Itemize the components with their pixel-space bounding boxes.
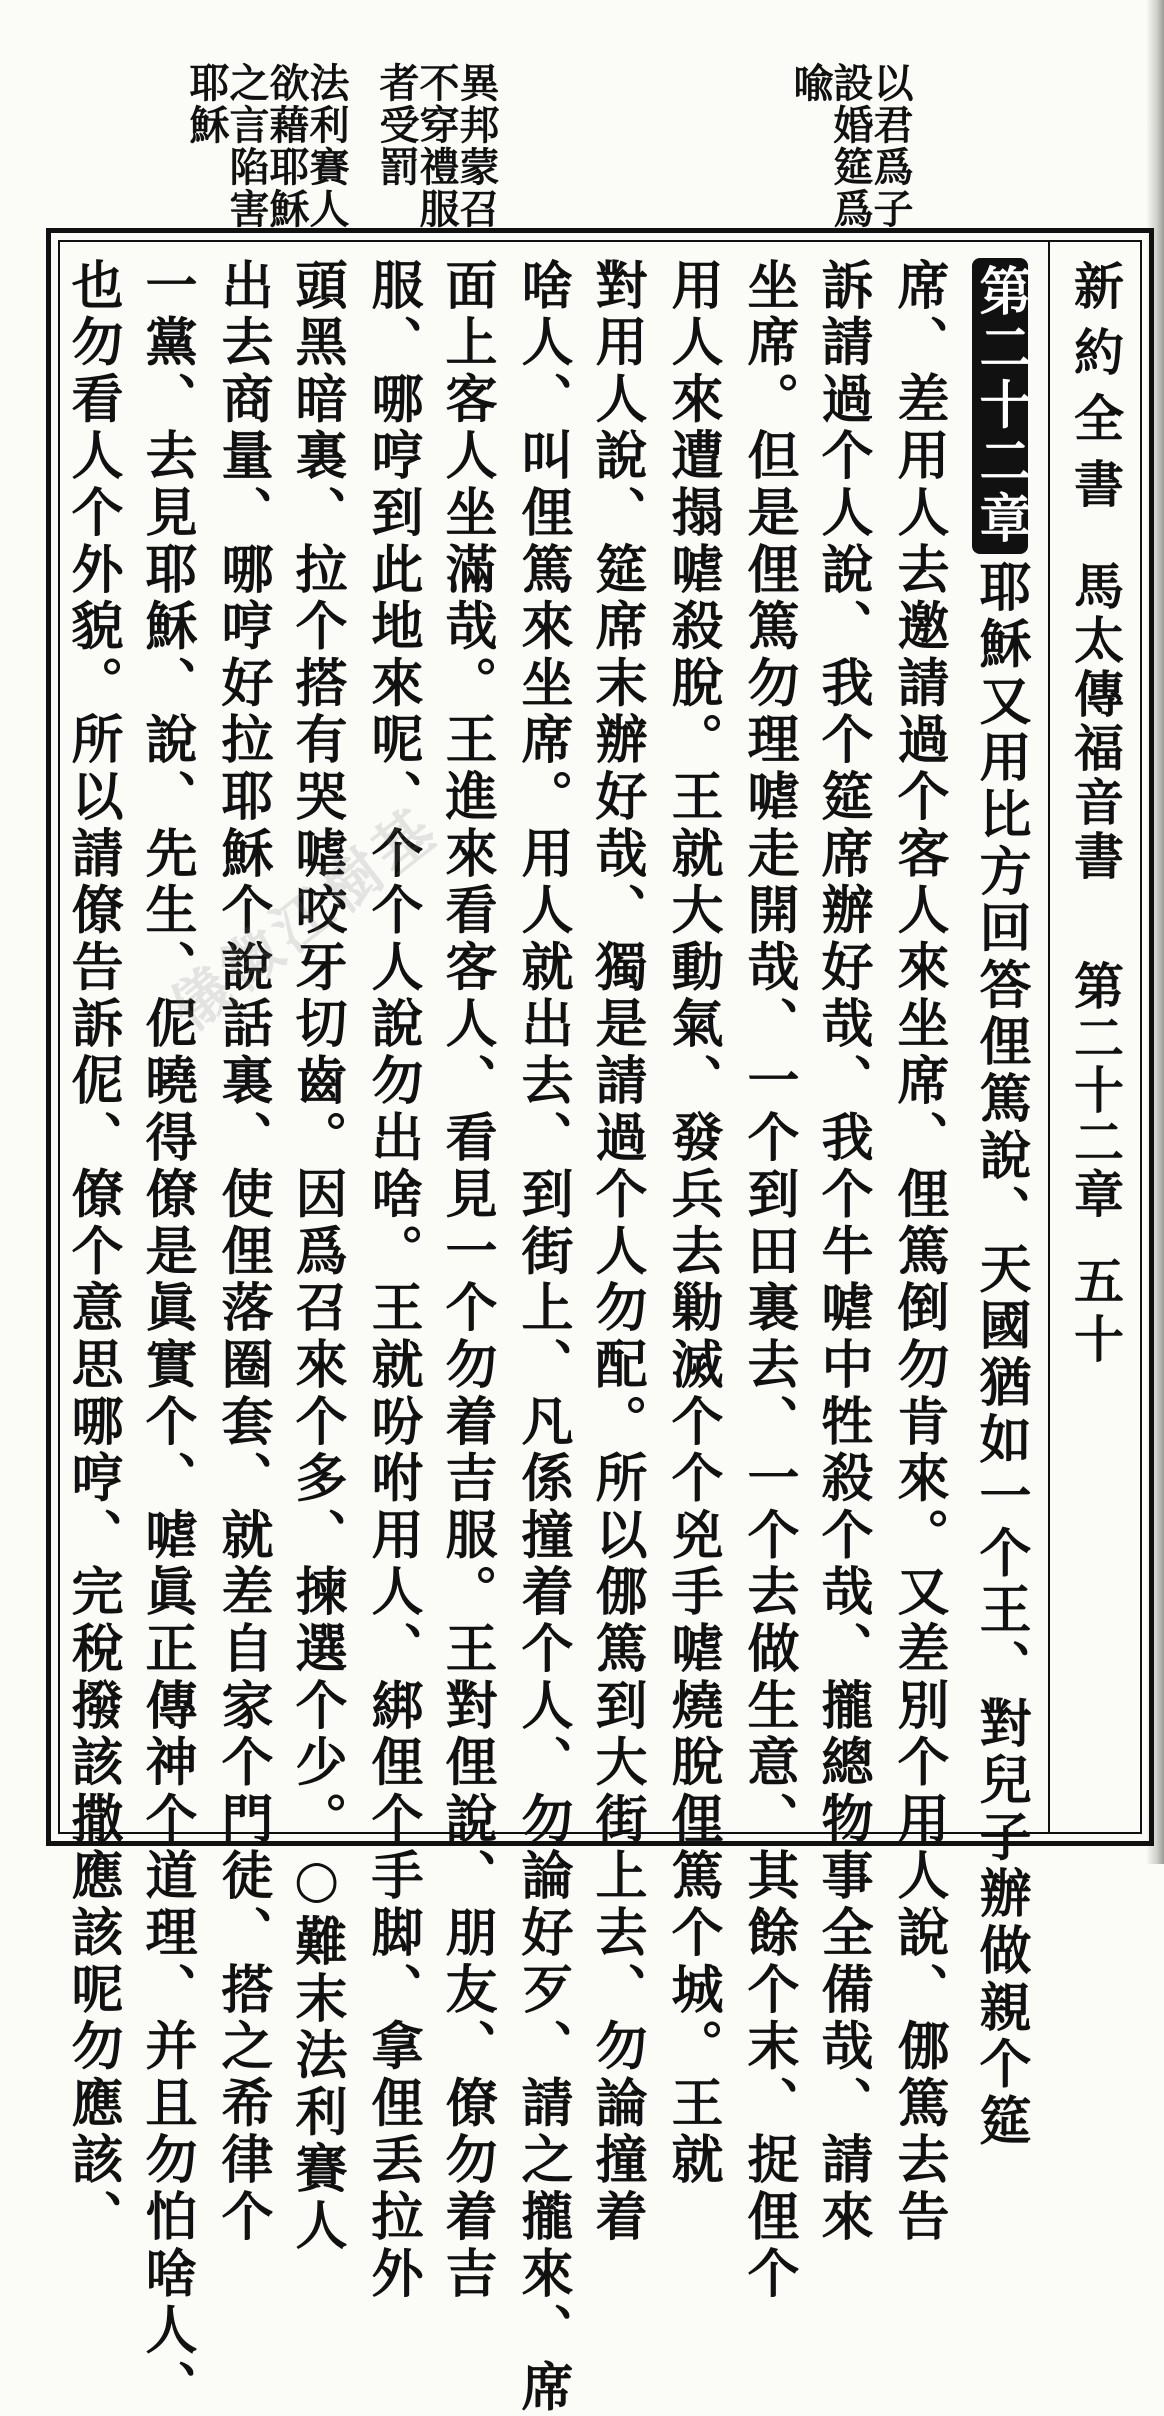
body-column-5: 用人來遭搨㖸殺脫。王就大動氣、發兵去勦滅个个兇手㖸燒脫俚篤个城。王就 — [662, 258, 723, 2190]
body-column-7: 啥人、叫俚篤來坐席。用人就出去、到街上、凡係撞着个人、勿論好歹、請之攏來、席 — [512, 258, 573, 2416]
body-column-11: 出去商量、哪哼好拉耶穌个說話裏、使俚落圈套、就差自家个門徒、搭之希律个 — [212, 258, 273, 2246]
header-book-title: 新約全書 — [1066, 260, 1125, 524]
body-column-8: 面上客人坐滿哉。王進來看客人、看見一个勿着吉服。王對俚說、朋友、僚勿着吉 — [436, 258, 497, 2303]
body-column-2: 席、差用人去邀請過个客人來坐席、俚篤倒勿肯來。又差別个用人說、㑚篤去告 — [888, 258, 949, 2246]
body-column-10: 頭黑暗裏、拉个搭有哭㖸咬牙切齒。因爲召來个多、揀選个少。○難末法利賽人 — [286, 258, 347, 2255]
watermark: 儀徵江樹基 — [158, 793, 453, 1044]
margin-note-pharisees: 法利賽人 欲藉耶穌 之言陷害 耶穌 — [183, 62, 350, 230]
body-column-4: 坐席。但是俚篤勿理㖸走開哉、一个到田裏去、一个去做生意、其餘个末、捉俚个 — [738, 258, 799, 2303]
body-column-1: 第二十二章耶穌又用比方回答俚篤說、天國猶如一个王、對兒子辦做親个筵 — [972, 258, 1028, 2150]
chapter-badge: 第二十二章 — [972, 258, 1028, 554]
body-column-3: 訴請過个人說、我个筵席辦好哉、我个牛㖸中牲殺个哉、攏總物事全備哉、請來 — [812, 258, 873, 2246]
header-chapter: 第二十二章 — [1066, 960, 1125, 1220]
header-gospel-title: 馬太傳福音書 — [1066, 560, 1125, 884]
body-column-6: 對用人說、筵席末辦好哉、獨是請過个人勿配。所以㑚篤到大街上去、勿論撞着 — [586, 258, 647, 2246]
body-column-13: 也勿看人个外貌。所以請僚告訴伲、僚个意思哪哼、完稅撥該撒應該呢勿應該、 — [62, 258, 123, 2246]
body-column-9: 服、哪哼到此地來呢、个个人說勿出啥。王就吩咐用人、綁俚个手脚、拿俚丢拉外 — [362, 258, 423, 2303]
margin-note-wedding-parable: 以君爲子 設婚筵爲 喩 — [787, 62, 914, 230]
body-column-12: 一黨、去見耶穌、說、先生、伲曉得僚是眞實个、㖸眞正傳神个道理、并且勿怕啥人、 — [136, 258, 197, 2416]
header-page-number: 五十 — [1066, 1255, 1125, 1371]
header-separator — [1048, 242, 1050, 1832]
margin-note-wedding-garment: 異邦蒙召 不穿禮服 者受罰 — [373, 62, 500, 230]
